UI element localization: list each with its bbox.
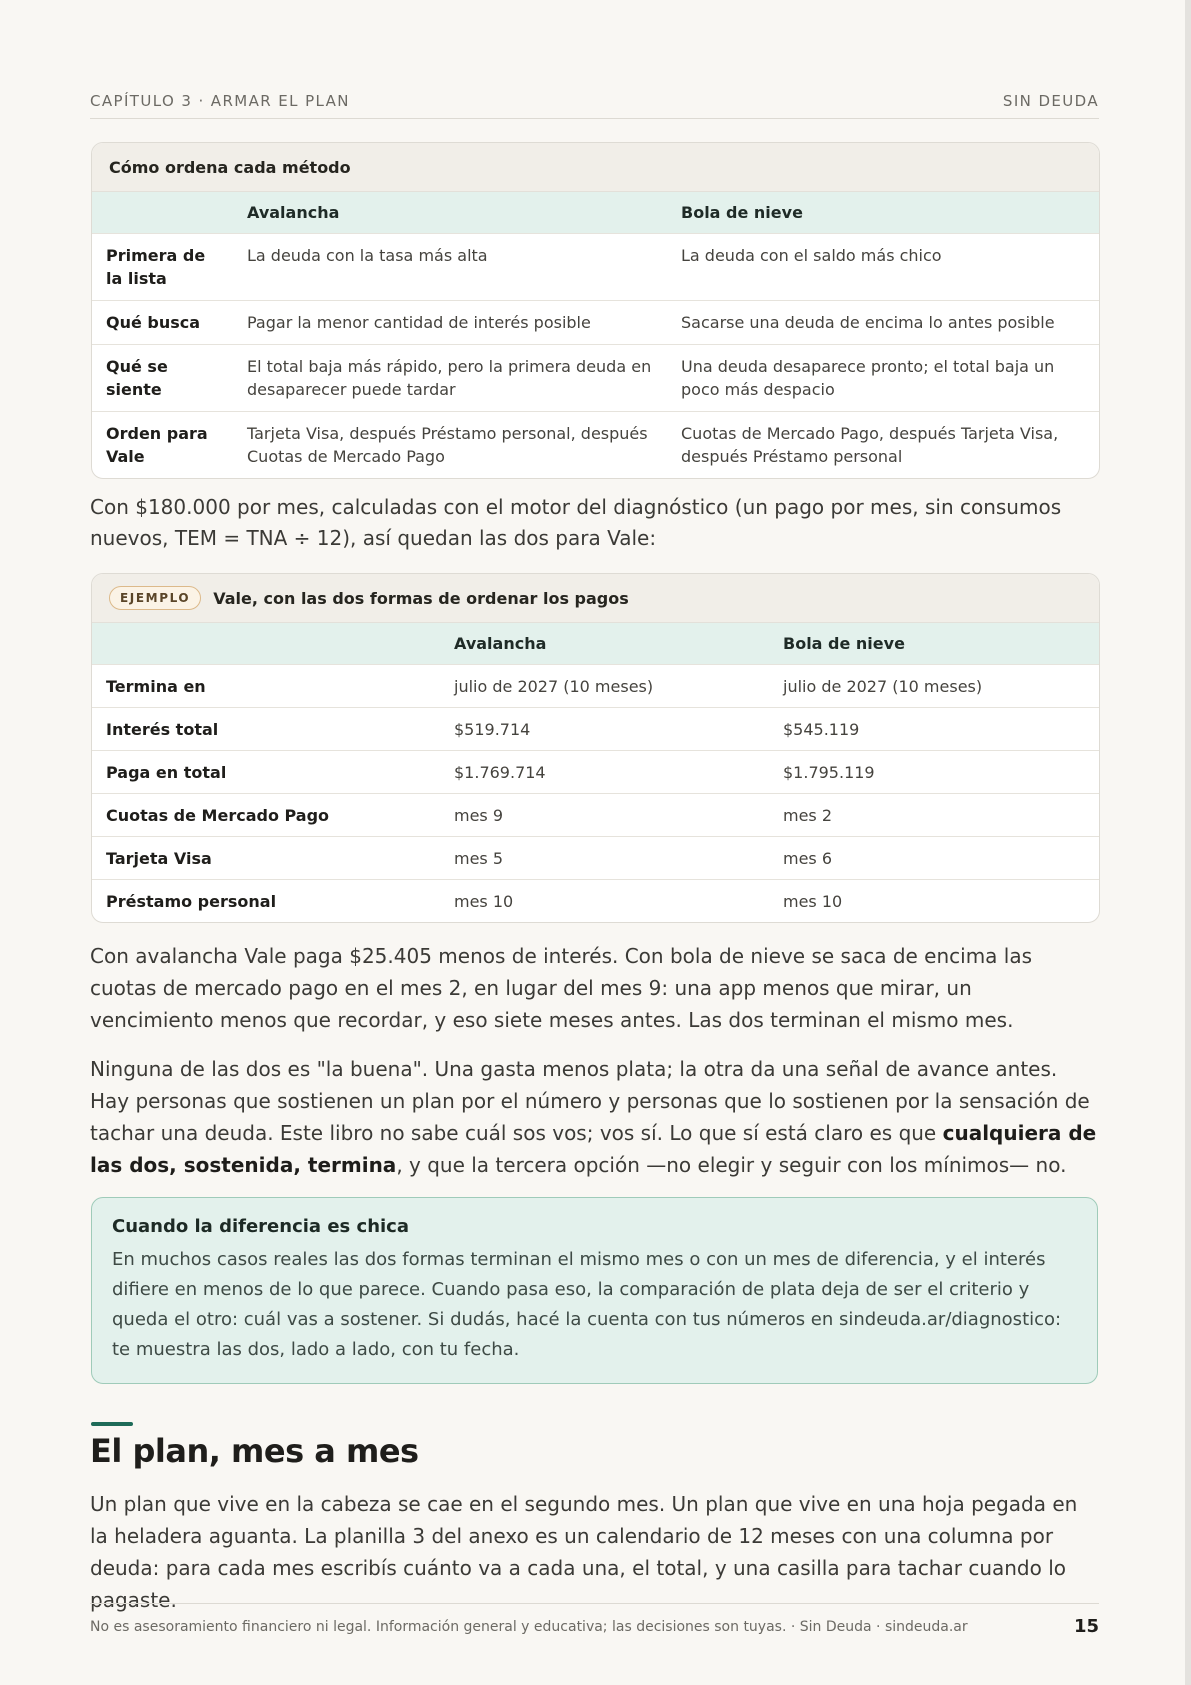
chapter-label: CAPÍTULO 3 · ARMAR EL PLAN xyxy=(90,92,350,110)
row-header: Paga en total xyxy=(92,751,440,794)
column-header-avalancha: Avalancha xyxy=(440,623,769,665)
row-header: Tarjeta Visa xyxy=(92,837,440,880)
table-row xyxy=(92,708,1099,751)
row-header: Préstamo personal xyxy=(92,880,440,923)
table-cell: Pagar la menor cantidad de interés posible xyxy=(233,301,667,345)
reflection-text-end: , y que la tercera opción —no elegir y seguir con los mínimos— no. xyxy=(396,1153,1067,1177)
table-cell: Una deuda desaparece pronto; el total baja un poco más despacio xyxy=(667,345,1099,412)
table-row xyxy=(92,301,1099,345)
row-header: Qué se siente xyxy=(92,345,233,412)
table-row xyxy=(92,751,1099,794)
section-body: Un plan que vive en la cabeza se cae en el segundo mes. Un plan que vive en una hoja pegada en la heladera aguanta. La planilla 3 del anexo es un calendario de 12 meses con una columna por deuda: para cada mes escribís cuánto va a cada una, el total, y una casilla para tachar cuando lo pagaste. xyxy=(90,1492,1078,1612)
table-cell: mes 5 xyxy=(440,837,769,880)
page-footer xyxy=(90,1603,1099,1637)
table-row xyxy=(92,880,1099,923)
table-cell: El total baja más rápido, pero la primera deuda en desaparecer puede tardar xyxy=(233,345,667,412)
callout-body: En muchos casos reales las dos formas terminan el mismo mes o con un mes de diferencia, y el interés difiere en menos de lo que parece. Cuando pasa eso, la comparación de plata deja de ser el criterio y queda el otro: cuál vas a sostener. Si dudás, hacé la cuenta con tus números en sindeuda.ar/diagnostico: te muestra las dos, lado a lado, con tu fecha. xyxy=(112,1249,1062,1360)
table-cell: $519.714 xyxy=(440,708,769,751)
emphasis-text: cualquiera de las dos, sostenida, termina xyxy=(90,1121,1097,1177)
table-row xyxy=(92,345,1099,412)
row-header: Cuotas de Mercado Pago xyxy=(92,794,440,837)
table-cell: julio de 2027 (10 meses) xyxy=(440,665,769,708)
footer-disclaimer: No es asesoramiento financiero ni legal. Información general y educativa; las decisiones son tuyas. · Sin Deuda · sindeuda.ar xyxy=(90,1618,968,1635)
table-cell: mes 6 xyxy=(769,837,1099,880)
page-number: 15 xyxy=(1073,1616,1099,1637)
table-cell: mes 9 xyxy=(440,794,769,837)
table-cell: La deuda con el saldo más chico xyxy=(667,234,1099,301)
intro-paragraph: Con $180.000 por mes, calculadas con el motor del diagnóstico (un pago por mes, sin consumos nuevos, TEM = TNA ÷ 12), así quedan las dos para Vale: xyxy=(90,495,1062,550)
row-header: Orden para Vale xyxy=(92,412,233,479)
page-edge xyxy=(1185,0,1191,1685)
table-row xyxy=(92,837,1099,880)
reflection-text: Ninguna de las dos es "la buena". Una gasta menos plata; la otra da una señal de avance antes. Hay personas que sostienen un plan por el número y personas que lo sostienen por la sensación de tachar una deuda. Este libro no sabe cuál sos vos; vos sí. Lo que sí está claro es que xyxy=(90,1057,1090,1145)
row-header: Primera de la lista xyxy=(92,234,233,301)
table-cell: julio de 2027 (10 meses) xyxy=(769,665,1099,708)
column-header xyxy=(92,623,440,665)
example-badge: EJEMPLO xyxy=(109,586,201,610)
table-caption xyxy=(92,574,1099,623)
table-cell: mes 10 xyxy=(440,880,769,923)
running-header xyxy=(90,92,1099,119)
table-cell: mes 10 xyxy=(769,880,1099,923)
table-cell: mes 2 xyxy=(769,794,1099,837)
table-row xyxy=(92,794,1099,837)
column-header-avalancha: Avalancha xyxy=(233,192,667,234)
row-header: Termina en xyxy=(92,665,440,708)
table-cell: Cuotas de Mercado Pago, después Tarjeta Visa, después Préstamo personal xyxy=(667,412,1099,479)
example-table xyxy=(91,573,1100,923)
section-accent-rule xyxy=(91,1422,133,1426)
table-cell: La deuda con la tasa más alta xyxy=(233,234,667,301)
table-cell: Tarjeta Visa, después Préstamo personal, después Cuotas de Mercado Pago xyxy=(233,412,667,479)
table-row xyxy=(92,665,1099,708)
table-caption-text: Vale, con las dos formas de ordenar los pagos xyxy=(213,588,629,608)
table-header-row xyxy=(92,623,1099,665)
section-title: El plan, mes a mes xyxy=(90,1432,419,1470)
table-cell: $1.795.119 xyxy=(769,751,1099,794)
row-header: Qué busca xyxy=(92,301,233,345)
tip-callout xyxy=(91,1197,1098,1384)
book-title: SIN DEUDA xyxy=(1002,92,1099,110)
table-cell: $1.769.714 xyxy=(440,751,769,794)
table-cell: Sacarse una deuda de encima lo antes posible xyxy=(667,301,1099,345)
table-cell: $545.119 xyxy=(769,708,1099,751)
table-row xyxy=(92,412,1099,479)
column-header-bola-de-nieve: Bola de nieve xyxy=(667,192,1099,234)
methods-comparison-table xyxy=(91,142,1100,479)
callout-title: Cuando la diferencia es chica xyxy=(112,1216,409,1237)
table-row xyxy=(92,234,1099,301)
table-caption: Cómo ordena cada método xyxy=(92,143,1099,192)
row-header: Interés total xyxy=(92,708,440,751)
analysis-paragraph: Con avalancha Vale paga $25.405 menos de interés. Con bola de nieve se saca de encima las cuotas de mercado pago en el mes 2, en lugar del mes 9: una app menos que mirar, un vencimiento menos que recordar, y eso siete meses antes. Las dos terminan el mismo mes. xyxy=(90,944,1033,1032)
column-header-bola-de-nieve: Bola de nieve xyxy=(769,623,1099,665)
column-header xyxy=(92,192,233,234)
reflection-paragraph xyxy=(90,1053,1100,1181)
table-header-row xyxy=(92,192,1099,234)
